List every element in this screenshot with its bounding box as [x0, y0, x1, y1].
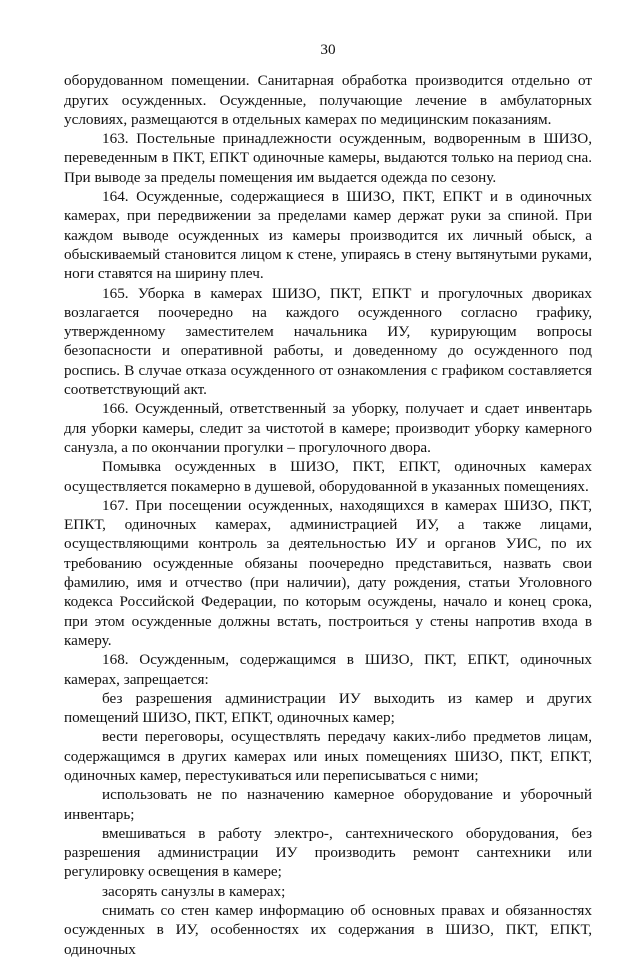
document-page	[64, 40, 592, 959]
paragraph-166: 166. Осужденный, ответственный за уборку, получает и сдает инвентарь для уборки камеры, следит за чистотой в камере; производит уборку камерного санузла, а по окончании прогулки – прогулочного двора.	[64, 400, 592, 456]
paragraph-165: 165. Уборка в камерах ШИЗО, ПКТ, ЕПКТ и прогулочных двориках возлагается поочередно на каждого осужденного согласно графику, утвержденному заместителем начальника ИУ, курирующим вопросы безопасности и оперативной работы, и доведенному до осужденного под роспись. В случае отказа осужденного от ознакомления с графиком составляется соответствующий акт.	[64, 284, 592, 399]
paragraph-163: 163. Постельные принадлежности осужденным, водворенным в ШИЗО, переведенным в ПКТ, ЕПКТ одиночные камеры, выдаются только на период сна. При выводе за пределы помещения им выдается одежда по сезону.	[64, 130, 592, 186]
prohibition-item-communication: вести переговоры, осуществлять передачу каких-либо предметов лицам, содержащимся в других камерах или иных помещениях ШИЗО, ПКТ, ЕПКТ, одиночных камер, перестукиваться или переписываться с ними;	[64, 728, 592, 784]
prohibition-item-clog-toilets: засорять санузлы в камерах;	[102, 882, 286, 900]
prohibition-item-leave-cells: без разрешения администрации ИУ выходить из камер и других помещений ШИЗО, ПКТ, ЕПКТ, одиночных камер;	[64, 689, 592, 727]
paragraph-167: 167. При посещении осужденных, находящихся в камерах ШИЗО, ПКТ, ЕПКТ, одиночных камерах, администрацией ИУ, а также лицами, осуществляющими контроль за деятельностью ИУ и органов УИС, по их требованию осужденные обязаны поочередно представиться, назвать свои фамилию, имя и отчество (при наличии), дату рождения, статьи Уголовного кодекса Российской Федерации, по которым осуждены, начало и конец срока, при этом осужденные должны встать, построиться у стены напротив входа в камеру.	[64, 496, 592, 649]
page-number: 30	[320, 41, 336, 58]
paragraph-164: 164. Осужденные, содержащиеся в ШИЗО, ПКТ, ЕПКТ и в одиночных камерах, при передвижении за пределами камер держат руки за спиной. При каждом выводе осужденных из камеры производится их личный обыск, а обыскиваемый становится лицом к стене, упираясь в стену вытянутыми руками, ноги ставятся на ширину плеч.	[64, 188, 592, 283]
prohibition-item-equipment-misuse: использовать не по назначению камерное оборудование и уборочный инвентарь;	[64, 786, 592, 823]
paragraph-sanitary: оборудованном помещении. Санитарная обработка производится отдельно от других осужденных. Осужденные, получающие лечение в амбулаторных условиях, размещаются в отдельных камерах по медицинским показаниям.	[64, 72, 592, 128]
prohibition-item-equipment-tampering: вмешиваться в работу электро-, сантехнического оборудования, без разрешения администрации ИУ производить ремонт сантехники или регулировку освещения в камере;	[64, 824, 592, 881]
paragraph-168: 168. Осужденным, содержащимся в ШИЗО, ПКТ, ЕПКТ, одиночных камерах, запрещается:	[64, 651, 592, 688]
prohibition-item-remove-information: снимать со стен камер информацию об основных правах и обязанностях осужденных в ИУ, особенностях их содержания в ШИЗО, ПКТ, ЕПКТ, одиночных	[64, 902, 592, 958]
paragraph-washing: Помывка осужденных в ШИЗО, ПКТ, ЕПКТ, одиночных камерах осуществляется покамерно в душевой, оборудованной в указанных помещениях.	[64, 458, 592, 495]
